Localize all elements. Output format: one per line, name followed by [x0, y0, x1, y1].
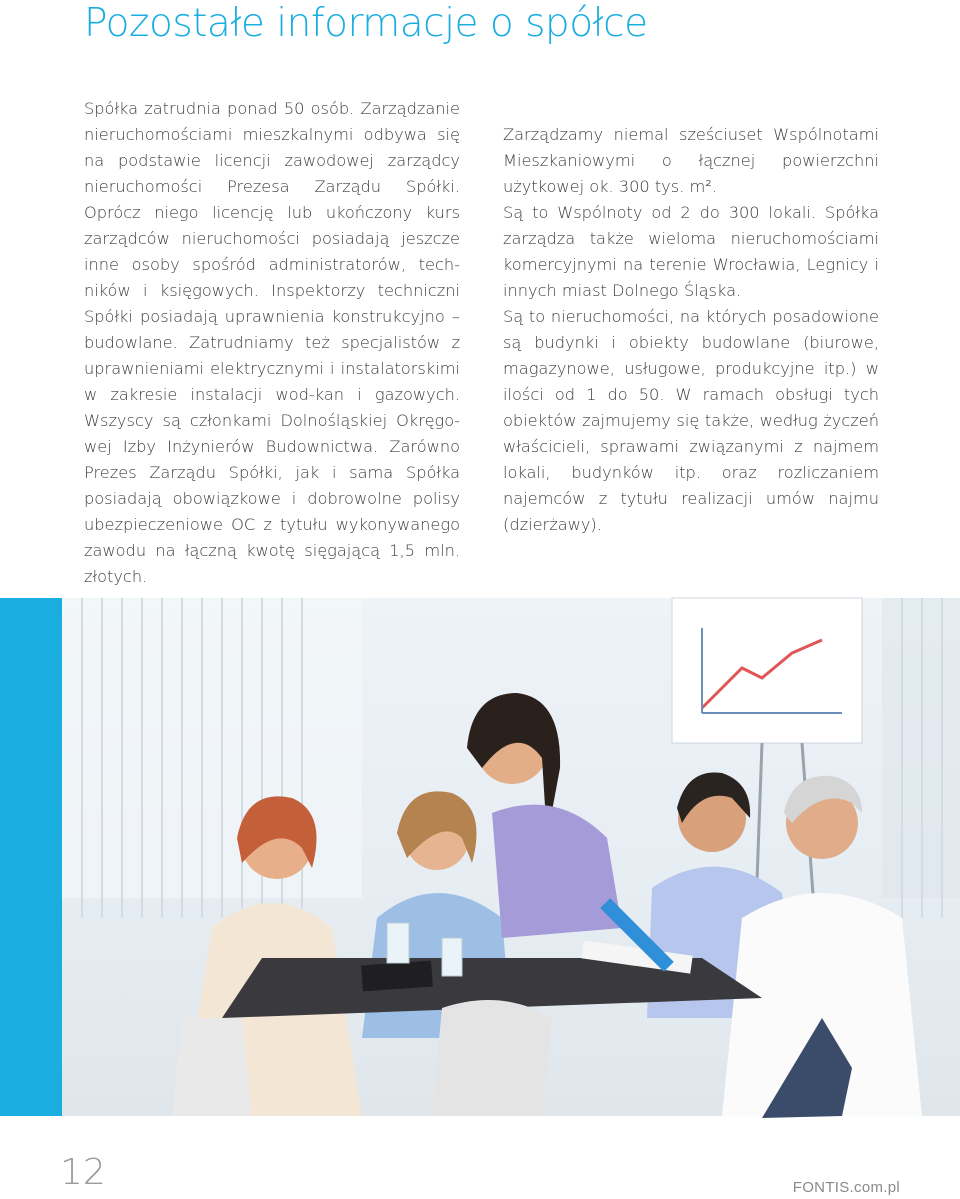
- text-column-right: [503, 96, 879, 538]
- footer-website[interactable]: FONTIS.com.pl: [792, 1179, 900, 1196]
- body-paragraph: Spółka zatrudnia ponad 50 osób. Zarządzanie nieruchomościami mieszkalnymi odbywa się na podstawie licencji zawodowej zarządcy nieruchomości Prezesa Zarządu Spółki. Oprócz niego licencję lub ukończony kurs zarządców nieruchomości posiadają jeszcze inne osoby spośród administratorów, techników i księgowych. Inspektorzy techniczni Spółki posiadają uprawnienia konstrukcyjno – budowlane. Zatrudniamy też specjalistów z uprawnieniami elektrycznymi i instalatorskimi w zakresie instalacji wod-kan i gazowych. Wszyscy są członkami Dolnośląskiej Okręgowej Izby Inżynierów Budownictwa. Zarówno Prezes Zarządu Spółki, jak i sama Spółka posiadają obowiązkowe i dobrowolne polisy ubezpieczeniowe OC z tytułu wykonywanego zawodu na łączną kwotę sięgającą 1,5 mln. złotych.: [84, 99, 460, 586]
- body-paragraph: Są to Wspólnoty od 2 do 300 lokali. Spółka zarządza także wieloma nieruchomościami komercyjnymi na terenie Wrocławia, Legnicy i innych miast Dolnego Śląska.: [503, 203, 879, 300]
- business-meeting-photo: [62, 598, 960, 1116]
- text-column-left: [84, 96, 460, 586]
- body-paragraph: Są to nieruchomości, na których posadowione są budynki i obiekty budowlane (biurowe, magazynowe, usługowe, produkcyjne itp.) w ilości od 1 do 50. W ramach obsługi tych obiektów zajmujemy się także, według życzeń właścicieli, sprawami związanymi z najmem lokali, budynków itp. oraz rozliczaniem najemców z tytułu realizacji umów najmu (dzierżawy).: [503, 307, 879, 534]
- meeting-illustration-icon: [62, 598, 960, 1116]
- page-number: 12: [60, 1152, 106, 1193]
- accent-bar: [0, 598, 62, 1116]
- page-title: Pozostałe informacje o spółce: [84, 1, 648, 46]
- body-paragraph: [503, 122, 879, 200]
- body-paragraph-text: Zarządzamy niemal sześciuset Wspólnotami Mieszkaniowymi o łącznej powierzchni użytkowej ok. 300 tys. m².: [503, 125, 879, 196]
